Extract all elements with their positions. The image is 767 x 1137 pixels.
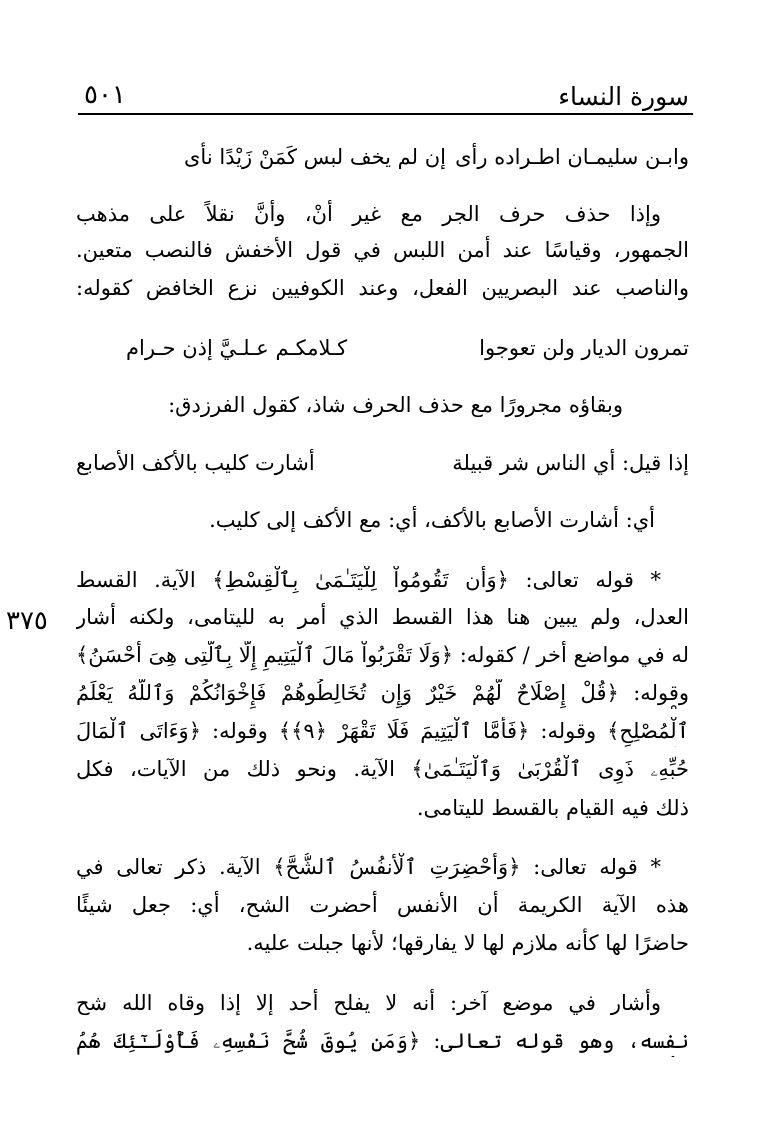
text-line: حُبِّهِۦ ذَوِى ٱلْقُرْبَىٰ وَٱلْيَتَـٰمَىٰ﴾ الآية. ونحو ذلك من الآيات، فكل — [76, 757, 689, 781]
text-line: حاضرًا لها كأنه ملازم لها لا يفارقها؛ لأنها جبلت عليه. — [246, 931, 689, 955]
text-line: له في مواضع أخر / كقوله: ﴿وَلَا تَقْرَبُواْ مَالَ ٱلْيَتِيمِ إِلَّا بِٱلَّتِى هِىَ أَحْسَنُ﴾ — [76, 643, 689, 667]
text-line: وبقاؤه مجرورًا مع حذف الحرف شاذ، كقول الفرزدق: — [168, 393, 623, 417]
text-line: نفسه، وهو قوله تعالى: ﴿وَمَن يُوقَ شُحَّ نَفْسِهِۦ فَأُوْلَـٰٓئِكَ هُمُ — [76, 1029, 689, 1053]
poetry-verse — [76, 143, 689, 173]
verse-second-hemistich: كـلامكـم عـلـيَّ إذن حـرام — [126, 336, 348, 360]
page-number: ٥٠١ — [84, 80, 126, 110]
text-line: * قوله تعالى: ﴿وَأُحْضِرَتِ ٱلْأَنفُسُ ٱلشُّحَّ﴾ الآية. ذكر تعالى في — [76, 855, 661, 879]
text-line: والناصب عند البصريين الفعل، وعند الكوفيين نزع الخافض كقوله: — [76, 276, 689, 300]
margin-page-reference: ٣٧٥ — [6, 606, 48, 636]
text-line: وإذا حذف حرف الجر مع غير أَنْ، وأنَّ نقلاً على مذهب — [76, 202, 661, 226]
text-line: هذه الآية الكريمة أن الأنفس أحضرت الشح، أي: جعل شيئًا — [76, 893, 689, 917]
verse-first-hemistich: إذا قيل: أي الناس شر قبيلة — [452, 451, 689, 475]
poetry-verse — [76, 334, 689, 364]
text-line: * قوله تعالى: ﴿وَأَن تَقُومُواْ لِلْيَتَـٰمَىٰ بِٱلْقِسْطِ﴾ الآية. القسط — [76, 568, 661, 592]
text-line: وقوله: ﴿قُلْ إِصْلَاحٌ لَّهُمْ خَيْرٌ وَإِن تُخَالِطُوهُمْ فَإِخْوَانُكُمْ وَٱللَّهُ يَعْلَمُ — [76, 681, 689, 705]
text-line: الجمهور، وقياسًا عند أمن اللبس في قول الأخفش فالنصب متعين. — [76, 238, 689, 262]
surah-title: سورة النساء — [558, 82, 689, 111]
verse-second-hemistich: إن لم يخف لبس كَمَنْ زَيْدًا نأى — [184, 145, 446, 169]
header-rule — [78, 113, 693, 115]
text-line: ٱلْمُصْلِحِ﴾ وقوله: ﴿فَأَمَّا ٱلْيَتِيمَ فَلَا تَقْهَرْ ﴿٩﴾﴾ وقوله: ﴿وَءَاتَى ٱلْمَالَ — [76, 719, 689, 743]
verse-first-hemistich: وابـن سليمـان اطـراده رأى — [455, 145, 689, 169]
verse-first-hemistich: تمرون الديار ولن تعوجوا — [479, 336, 689, 360]
text-line: ذلك فيه القيام بالقسط لليتامى. — [416, 796, 689, 820]
text-line: العدل، ولم يبين هنا هذا القسط الذي أمر به لليتامى، ولكنه أشار — [76, 605, 689, 629]
poetry-verse — [76, 449, 689, 479]
text-line: أي: أشارت الأصابع بالأكف، أي: مع الأكف إلى كليب. — [209, 508, 655, 532]
verse-second-hemistich: أشارت كليب بالأكف الأصابع — [76, 451, 315, 475]
text-line: وأشار في موضع آخر: أنه لا يفلح أحد إلا إذا وقاه الله شح — [76, 991, 661, 1015]
